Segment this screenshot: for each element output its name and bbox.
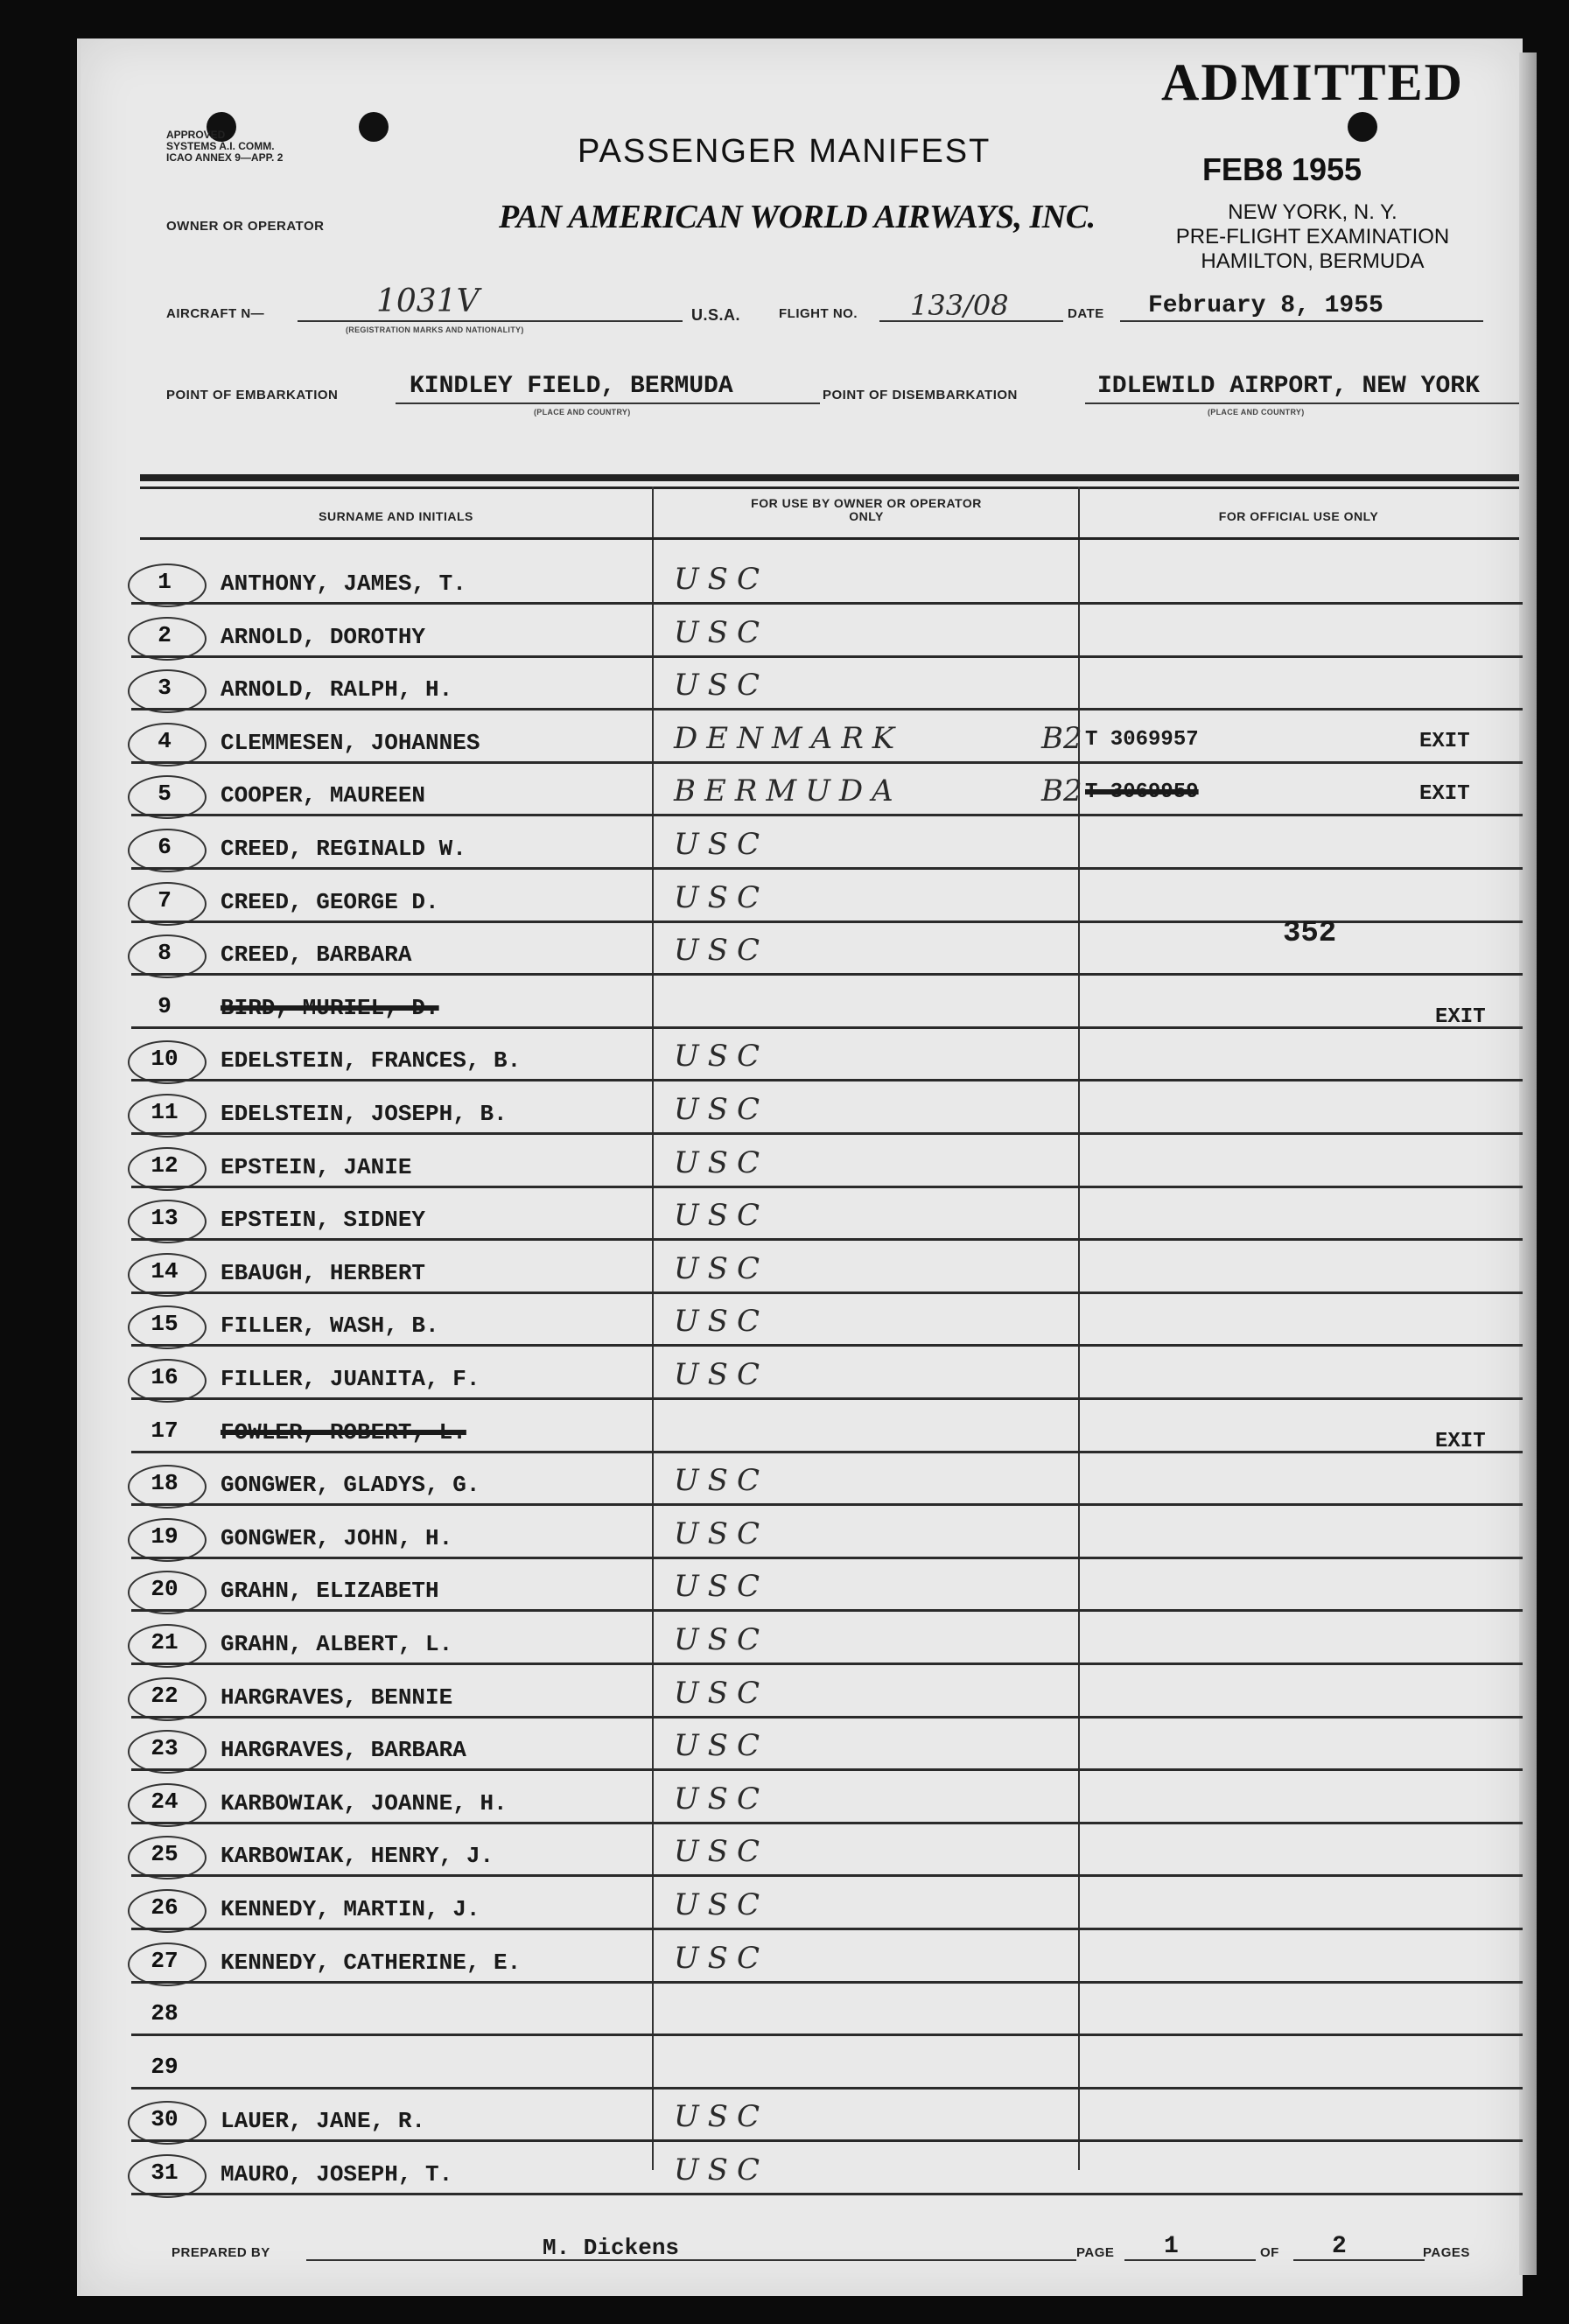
row-number: 22 xyxy=(151,1683,179,1709)
passenger-name: ANTHONY, JAMES, T. xyxy=(221,570,466,597)
passenger-name: ARNOLD, DOROTHY xyxy=(221,624,426,650)
prepared-by: M. Dickens xyxy=(543,2235,680,2261)
row-rule xyxy=(131,1662,1523,1665)
pages-label: PAGES xyxy=(1423,2245,1470,2260)
row-number-circle xyxy=(128,934,207,978)
row-number: 12 xyxy=(151,1152,179,1179)
passenger-name: EDELSTEIN, FRANCES, B. xyxy=(221,1047,522,1074)
row-rule xyxy=(131,2087,1523,2090)
col-owner-use: FOR USE BY OWNER OR OPERATOR ONLY xyxy=(751,496,982,523)
row-number-circle xyxy=(128,1942,207,1986)
punch-hole xyxy=(359,112,389,142)
row-number-circle xyxy=(128,775,207,819)
embark-caption: (PLACE AND COUNTRY) xyxy=(534,408,631,416)
approval-line: APPROVED xyxy=(166,129,226,141)
row-number-circle xyxy=(128,669,207,713)
of-label: OF xyxy=(1260,2245,1279,2260)
row-number-circle xyxy=(128,1730,207,1774)
row-rule xyxy=(131,2139,1523,2142)
row-number: 7 xyxy=(158,887,172,914)
passenger-name: EPSTEIN, SIDNEY xyxy=(221,1207,426,1233)
citizenship: USC xyxy=(674,1304,768,1339)
row-number: 18 xyxy=(151,1470,179,1496)
col-surname: SURNAME AND INITIALS xyxy=(319,509,473,523)
citizenship: BERMUDA xyxy=(674,774,902,808)
column-divider xyxy=(652,486,654,2170)
citizenship: USC xyxy=(674,1357,768,1392)
passenger-name: LAUER, JANE, R. xyxy=(221,2108,426,2134)
row-rule xyxy=(131,973,1523,976)
row-number-circle xyxy=(128,1571,207,1614)
date-label: DATE xyxy=(1068,306,1104,321)
stamp-exam: PRE-FLIGHT EXAMINATION xyxy=(1175,225,1450,248)
citizenship: USC xyxy=(674,1516,768,1551)
citizenship: USC xyxy=(674,1463,768,1498)
row-number: 9 xyxy=(158,993,172,1019)
row-rule xyxy=(131,1981,1523,1984)
row-number: 26 xyxy=(151,1894,179,1921)
passenger-name: HARGRAVES, BENNIE xyxy=(221,1684,453,1711)
row-number-circle xyxy=(128,1783,207,1827)
passenger-name: CREED, REGINALD W. xyxy=(221,836,466,862)
row-number-circle xyxy=(128,564,207,607)
passenger-name: KENNEDY, CATHERINE, E. xyxy=(221,1950,522,1976)
approval-line: SYSTEMS A.I. COMM. xyxy=(166,140,275,152)
row-number: 4 xyxy=(158,728,172,754)
citizenship: USC xyxy=(674,1145,768,1180)
row-rule xyxy=(131,2193,1523,2195)
page-title: PASSENGER MANIFEST xyxy=(578,133,991,170)
admitted-stamp xyxy=(1129,52,1496,274)
passenger-name: EDELSTEIN, JOSEPH, B. xyxy=(221,1101,508,1127)
usa-label: U.S.A. xyxy=(691,306,741,324)
row-number-circle xyxy=(128,1147,207,1191)
row-number-circle xyxy=(128,1889,207,1933)
citizenship: USC xyxy=(674,1676,768,1711)
col-official: FOR OFFICIAL USE ONLY xyxy=(1218,509,1379,523)
passenger-name: FILLER, JUANITA, F. xyxy=(221,1366,480,1392)
passenger-name: MAURO, JOSEPH, T. xyxy=(221,2161,453,2188)
row-number-circle xyxy=(128,1253,207,1297)
flight-label: FLIGHT NO. xyxy=(779,306,858,321)
passenger-name: EPSTEIN, JANIE xyxy=(221,1154,412,1180)
official-entry: T 3069959 xyxy=(1085,780,1199,804)
row-number: 29 xyxy=(151,2054,179,2080)
header-row-rule xyxy=(140,537,1519,540)
disembark-label: POINT OF DISEMBARKATION xyxy=(823,388,1018,402)
row-rule xyxy=(131,1822,1523,1824)
row-number-circle xyxy=(128,617,207,661)
embark-point: KINDLEY FIELD, BERMUDA xyxy=(410,373,733,400)
disembark-caption: (PLACE AND COUNTRY) xyxy=(1208,408,1305,416)
row-number: 21 xyxy=(151,1629,179,1656)
citizenship: USC xyxy=(674,1092,768,1127)
row-number: 13 xyxy=(151,1205,179,1231)
citizenship: USC xyxy=(674,1887,768,1922)
passenger-name: KARBOWIAK, HENRY, J. xyxy=(221,1843,494,1869)
exit-mark: EXIT xyxy=(1419,730,1470,753)
row-number: 15 xyxy=(151,1311,179,1337)
row-rule xyxy=(131,1186,1523,1188)
approval-line: ICAO ANNEX 9—APP. 2 xyxy=(166,151,284,164)
citizenship: USC xyxy=(674,1782,768,1816)
passenger-name: BIRD, MURIEL, D. xyxy=(221,995,439,1021)
row-rule xyxy=(131,1132,1523,1135)
citizenship: USC xyxy=(674,827,768,862)
citizenship: USC xyxy=(674,668,768,703)
row-rule xyxy=(131,1292,1523,1294)
passenger-name: GONGWER, JOHN, H. xyxy=(221,1525,453,1551)
row-number: 11 xyxy=(151,1099,179,1125)
prepared-label: PREPARED BY xyxy=(172,2245,270,2260)
row-rule xyxy=(131,1026,1523,1029)
table-top-rule xyxy=(140,486,1519,489)
row-number: 6 xyxy=(158,834,172,860)
row-rule xyxy=(131,1874,1523,1877)
aircraft-registration: 1031V xyxy=(376,284,480,319)
row-rule xyxy=(131,602,1523,605)
citizenship: USC xyxy=(674,615,768,650)
passenger-name: GONGWER, GLADYS, G. xyxy=(221,1472,480,1498)
flight-date: February 8, 1955 xyxy=(1148,292,1383,319)
passenger-name: FOWLER, ROBERT, L. xyxy=(221,1419,466,1446)
citizenship: USC xyxy=(674,1622,768,1657)
citizenship: USC xyxy=(674,2099,768,2134)
row-number: 28 xyxy=(151,2000,179,2026)
passenger-name: ARNOLD, RALPH, H. xyxy=(221,676,453,703)
row-number: 2 xyxy=(158,622,172,648)
row-number: 1 xyxy=(158,569,172,595)
aircraft-caption: (REGISTRATION MARKS AND NATIONALITY) xyxy=(346,326,524,334)
row-number-circle xyxy=(128,1624,207,1668)
row-rule xyxy=(131,1503,1523,1506)
row-number-circle xyxy=(128,1200,207,1243)
citizenship: DENMARK xyxy=(674,721,904,756)
citizenship: USC xyxy=(674,1198,768,1233)
row-number: 24 xyxy=(151,1788,179,1815)
row-rule xyxy=(131,1768,1523,1771)
embark-label: POINT OF EMBARKATION xyxy=(166,388,339,402)
exit-mark: EXIT xyxy=(1419,782,1470,806)
row-number-circle xyxy=(128,1677,207,1721)
row-number: 5 xyxy=(158,780,172,807)
row-number: 3 xyxy=(158,675,172,701)
row-number: 30 xyxy=(151,2106,179,2132)
row-rule xyxy=(131,1609,1523,1612)
row-number-circle xyxy=(128,1465,207,1508)
row-rule xyxy=(131,708,1523,710)
visa-class: B2 xyxy=(1041,721,1082,756)
page-number: 1 xyxy=(1164,2233,1179,2260)
row-number: 27 xyxy=(151,1948,179,1974)
stamp-admitted: ADMITTED xyxy=(1160,53,1465,111)
row-number-circle xyxy=(128,882,207,926)
row-rule xyxy=(131,1928,1523,1930)
row-number: 10 xyxy=(151,1046,179,1072)
aircraft-label: AIRCRAFT N— xyxy=(166,306,265,321)
official-entry: T 3069957 xyxy=(1085,728,1199,752)
stamp-city: NEW YORK, N. Y. xyxy=(1228,200,1397,224)
row-number-circle xyxy=(128,2101,207,2145)
row-rule xyxy=(131,1451,1523,1453)
passenger-name: CREED, GEORGE D. xyxy=(221,889,439,915)
citizenship: USC xyxy=(674,1941,768,1976)
row-number-circle xyxy=(128,1359,207,1403)
passenger-name: FILLER, WASH, B. xyxy=(221,1312,439,1339)
passenger-name: COOPER, MAUREEN xyxy=(221,782,426,808)
row-number: 19 xyxy=(151,1523,179,1550)
passenger-name: CLEMMESEN, JOHANNES xyxy=(221,730,480,756)
visa-class: B2 xyxy=(1041,774,1082,808)
table-top-rule xyxy=(140,474,1519,481)
row-number: 16 xyxy=(151,1364,179,1390)
row-rule xyxy=(131,1716,1523,1718)
owner-label: OWNER OR OPERATOR xyxy=(166,219,325,234)
row-number: 23 xyxy=(151,1735,179,1761)
citizenship: USC xyxy=(674,562,768,597)
page-edge xyxy=(1519,52,1537,2275)
stamp-location: HAMILTON, BERMUDA xyxy=(1201,249,1425,273)
passenger-name: HARGRAVES, BARBARA xyxy=(221,1737,466,1763)
row-number-circle xyxy=(128,1518,207,1562)
row-rule xyxy=(131,1344,1523,1347)
row-rule xyxy=(131,655,1523,658)
citizenship: USC xyxy=(674,1728,768,1763)
row-number-circle xyxy=(128,1836,207,1880)
citizenship: USC xyxy=(674,880,768,915)
row-rule xyxy=(131,1238,1523,1241)
passenger-name: KARBOWIAK, JOANNE, H. xyxy=(221,1790,508,1816)
stamp-date: FEB8 1955 xyxy=(1201,151,1362,187)
row-rule xyxy=(131,814,1523,816)
passenger-name: KENNEDY, MARTIN, J. xyxy=(221,1896,480,1922)
row-number-circle xyxy=(128,723,207,766)
passenger-name: CREED, BARBARA xyxy=(221,942,412,968)
disembark-point: IDLEWILD AIRPORT, NEW YORK xyxy=(1097,373,1480,400)
row-number-circle xyxy=(128,829,207,872)
exit-mark: EXIT xyxy=(1435,1430,1486,1453)
row-number: 31 xyxy=(151,2160,179,2186)
row-number-circle xyxy=(128,1094,207,1138)
citizenship: USC xyxy=(674,1834,768,1869)
row-number: 25 xyxy=(151,1841,179,1867)
row-number-circle xyxy=(128,1306,207,1349)
row-rule xyxy=(131,1397,1523,1400)
row-rule xyxy=(131,1079,1523,1082)
citizenship: USC xyxy=(674,1251,768,1286)
passenger-name: GRAHN, ALBERT, L. xyxy=(221,1631,453,1657)
citizenship: USC xyxy=(674,1039,768,1074)
approval-block xyxy=(166,130,283,164)
row-number-circle xyxy=(128,2154,207,2198)
row-number: 14 xyxy=(151,1258,179,1284)
row-number: 17 xyxy=(151,1418,179,1444)
citizenship: USC xyxy=(674,933,768,968)
row-rule xyxy=(131,761,1523,764)
passenger-name: GRAHN, ELIZABETH xyxy=(221,1578,439,1604)
passenger-name: EBAUGH, HERBERT xyxy=(221,1260,426,1286)
row-rule xyxy=(131,2034,1523,2036)
exit-mark: EXIT xyxy=(1435,1005,1486,1029)
page-label: PAGE xyxy=(1076,2245,1115,2260)
citizenship: USC xyxy=(674,1569,768,1604)
official-entry: 352 xyxy=(1283,917,1337,950)
row-rule xyxy=(131,1557,1523,1559)
row-number: 8 xyxy=(158,940,172,966)
row-number: 20 xyxy=(151,1576,179,1602)
operator-name: PAN AMERICAN WORLD AIRWAYS, INC. xyxy=(499,199,1096,235)
citizenship: USC xyxy=(674,2152,768,2188)
flight-number: 133/08 xyxy=(910,289,1009,322)
row-rule xyxy=(131,867,1523,870)
row-number-circle xyxy=(128,1040,207,1084)
page-count: 2 xyxy=(1332,2233,1347,2260)
